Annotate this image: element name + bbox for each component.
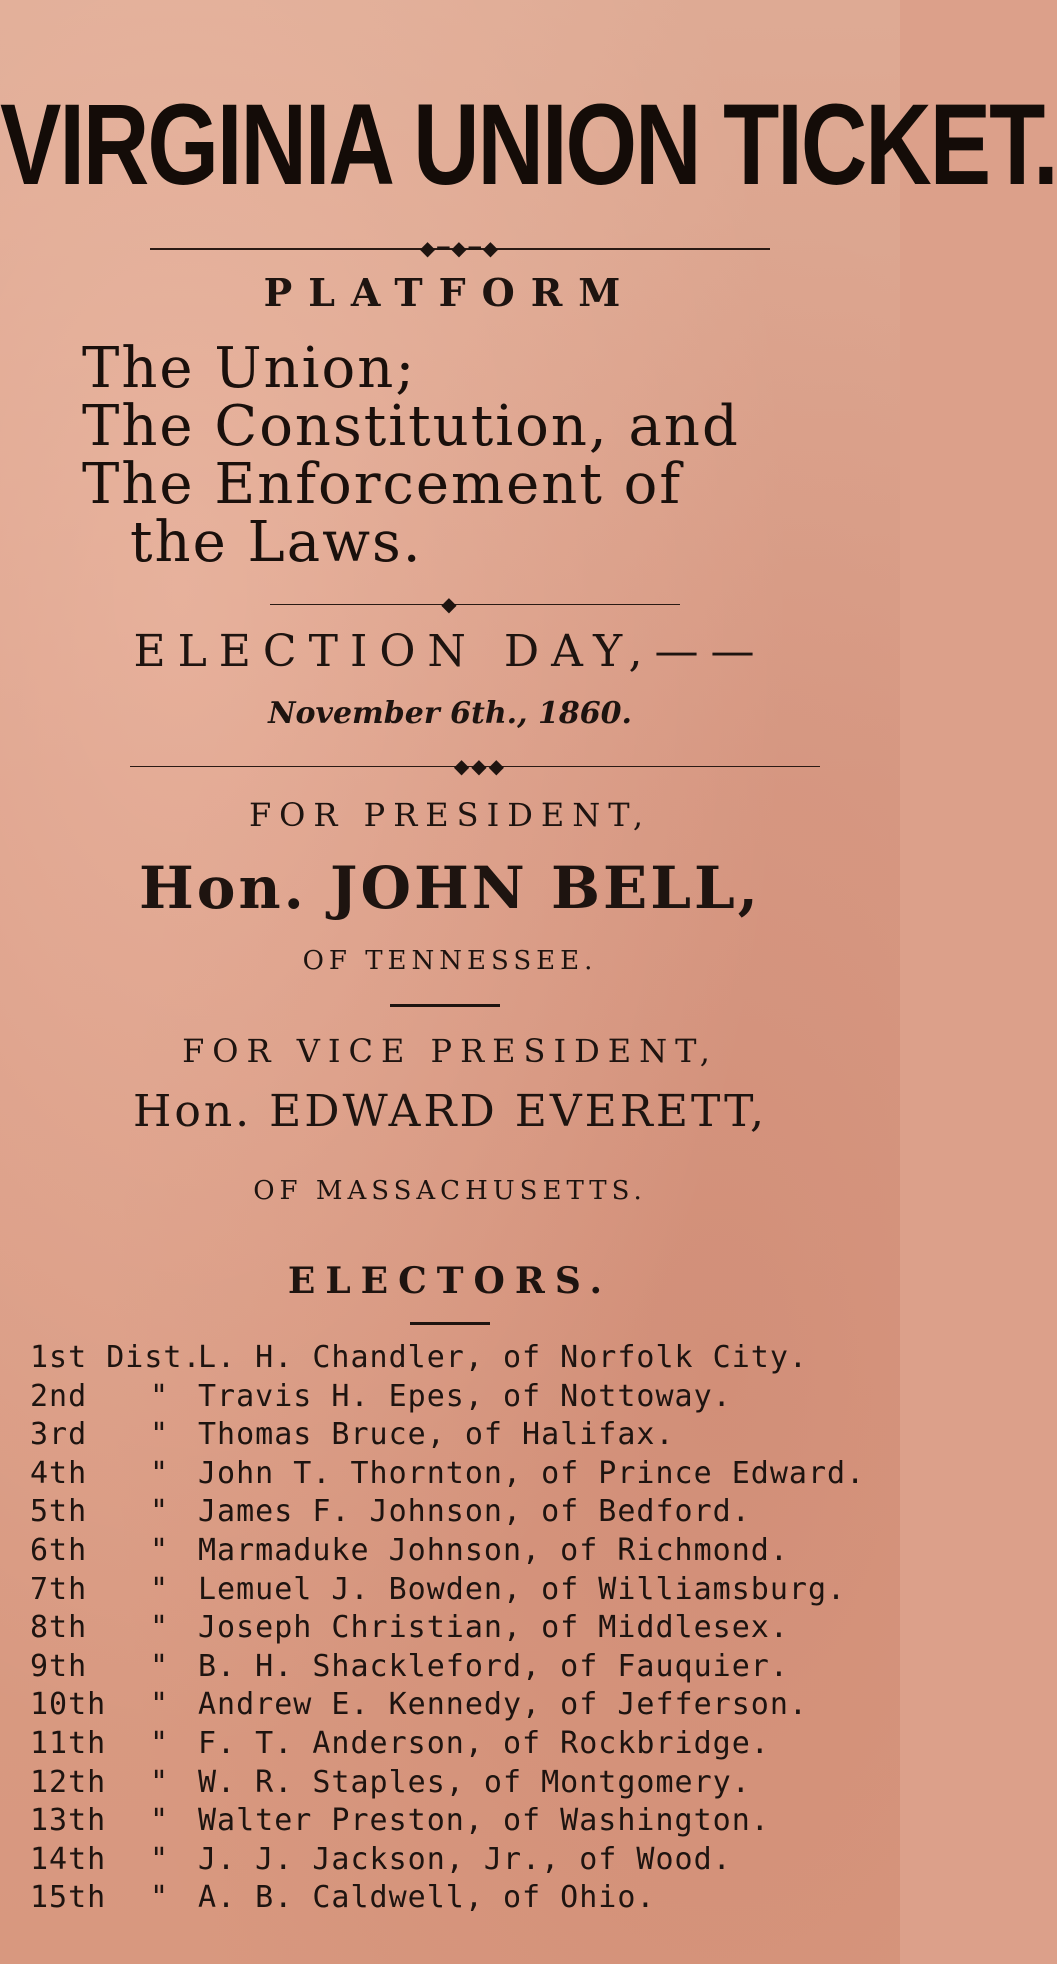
elector-row: 15th " A. B. Caldwell, of Ohio. <box>30 1880 656 1916</box>
president-office: FOR PRESIDENT, <box>248 796 652 834</box>
vice-president-name: Hon. EDWARD EVERETT, <box>132 1086 768 1137</box>
elector-row: 11th " F. T. Anderson, of Rockbridge. <box>30 1725 770 1761</box>
platform-line-1: The Union; <box>82 336 417 401</box>
elector-row: 10th " Andrew E. Kennedy, of Jefferson. <box>30 1687 808 1723</box>
platform-line-4: the Laws. <box>130 510 423 575</box>
elector-row: 4th " John T. Thornton, of Prince Edward. <box>30 1455 866 1491</box>
electors-divider <box>410 1322 490 1325</box>
vice-president-office: FOR VICE PRESIDENT, <box>182 1032 718 1070</box>
platform-heading: PLATFORM <box>263 270 637 315</box>
election-day-heading: ELECTION DAY,—— <box>133 626 767 677</box>
elector-row: 14th " J. J. Jackson, Jr., of Wood. <box>30 1841 732 1877</box>
elector-row: 3rd " Thomas Bruce, of Halifax. <box>30 1417 675 1453</box>
platform-ornament-icon: ◆ <box>441 592 459 616</box>
elector-row: 1st Dist. L. H. Chandler, of Norfolk City. <box>30 1340 808 1375</box>
section-divider <box>390 1004 500 1007</box>
elector-row: 9th " B. H. Shackleford, of Fauquier. <box>30 1648 789 1684</box>
elector-row: 5th " James F. Johnson, of Bedford. <box>30 1494 751 1530</box>
ticket-title: VIRGINIA UNION TICKET. <box>0 81 1057 209</box>
elector-row: 7th " Lemuel J. Bowden, of Williamsburg. <box>30 1571 847 1607</box>
date-ornament-icon: ◆◆◆ <box>453 754 507 778</box>
platform-ornament-rule <box>270 604 680 605</box>
elector-row: 13th " Walter Preston, of Washington. <box>30 1803 770 1839</box>
election-date: November 6th., 1860. <box>268 696 632 731</box>
elector-row: 6th " Marmaduke Johnson, of Richmond. <box>30 1532 789 1568</box>
president-state: OF TENNESSEE. <box>302 946 598 976</box>
electors-heading: ELECTORS. <box>287 1260 613 1302</box>
elector-row: 2nd " Travis H. Epes, of Nottoway. <box>30 1378 732 1414</box>
elector-row: 8th " Joseph Christian, of Middlesex. <box>30 1610 789 1646</box>
elector-row: 12th " W. R. Staples, of Montgomery. <box>30 1764 751 1800</box>
vice-president-state: OF MASSACHUSETTS. <box>253 1176 647 1206</box>
title-ornament-icon: ◆━◆━◆ <box>419 236 501 260</box>
platform-line-2: The Constitution, and <box>82 394 740 459</box>
platform-line-3: The Enforcement of <box>82 452 683 517</box>
president-name: Hon. JOHN BELL, <box>139 854 761 922</box>
electors-list <box>30 1340 890 1919</box>
